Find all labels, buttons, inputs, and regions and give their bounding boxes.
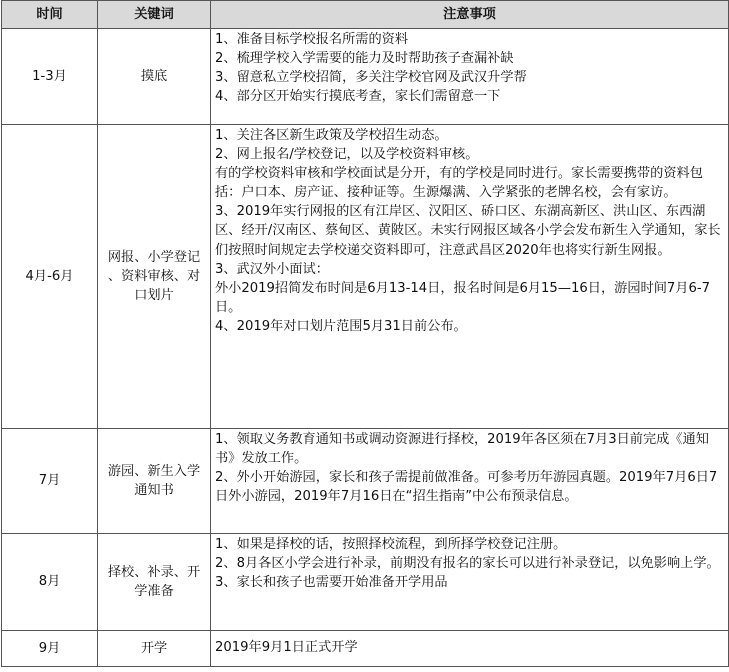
note-line: 2、外小开始游园，家长和孩子需提前做准备。可参考历年游园真题。2019年7月6日7日外小游园，2019年7月16日在“招生指南”中公布预录信息。 [215,470,718,505]
note-line: 4、2019年对口划片范围5月31日前公布。 [215,318,467,334]
notes-cell [211,631,729,667]
table-row [2,631,729,667]
note-line: 外小2019招简发布时间是6月13-14日，报名时间是6月15—16日，游园时间7月6-7日。 [215,280,711,315]
schedule-table [1,0,729,667]
keyword-line: 、资料审核、对 [107,268,201,284]
keyword-line: 口划片 [134,288,174,304]
note-line: 有的学校资料审核和学校面试是分开，有的学校是同时进行。家长需要携带的资料包括：户口本、房产证、接种证等。生源爆满、入学紧张的老牌名校，会有家访。 [215,166,703,201]
time-cell: 8月 [2,534,98,631]
time-cell: 9月 [2,631,98,667]
note-line: 1、准备目标学校报名所需的资料 [215,32,409,47]
keyword-line: 通知书 [134,483,174,498]
keyword-cell [98,125,211,429]
note-line: 3、家长和孩子也需要开始准备开学用品 [215,575,448,591]
keyword-line: 学准备 [134,584,174,599]
keyword-line: 网报、小学登记 [107,249,201,265]
time-cell: 7月 [2,429,98,534]
table-row [2,125,729,429]
notes-cell [211,429,729,534]
note-line: 2、梳理学校入学需要的能力及时帮助孩子查漏补缺 [215,51,514,67]
header-time: 时间 [2,1,98,29]
note-line: 2、网上报名/学校登记，以及学校资料审核。 [215,147,479,163]
header-keyword: 关键词 [98,1,211,29]
note-line: 4、部分区开始实行摸底考查，家长们需留意一下 [215,89,501,105]
note-line: 1、领取义务教育通知书或调动资源进行择校，2019年各区须在7月3日前完成《通知书》发放工作。 [215,432,709,467]
note-line: 1、关注各区新生政策及学校招生动态。 [215,128,448,143]
time-cell: 1-3月 [2,29,98,125]
notes-cell [211,534,729,631]
keyword-line: 择校、补录、开 [107,564,201,580]
note-line: 2019年9月1日正式开学 [215,639,358,655]
note-line: 2、8月各区小学会进行补录，前期没有报名的家长可以进行补录登记，以免影响上学。 [215,556,720,572]
table-row [2,29,729,125]
header-row [2,1,729,29]
keyword-line: 开学 [140,640,168,656]
note-line: 3、2019年实行网报的区有江岸区、汉阳区、硚口区、东湖高新区、洪山区、东西湖区、经开/汉南区、蔡甸区、黄陂区。未实行网报区域各小学会发布新生入学通知，家长们按照时间规定去学校递交资料即可，注意武昌区2020年也将实行新生网报。 [215,204,721,258]
table-row [2,534,729,631]
keyword-line: 游园、新生入学 [107,463,201,479]
keyword-cell [98,29,211,125]
keyword-cell [98,534,211,631]
note-line: 3、武汉外小面试： [215,261,329,277]
keyword-line: 摸底 [140,68,168,84]
note-line: 1、如果是择校的话，按照择校流程，到所择学校登记注册。 [215,537,567,552]
keyword-cell [98,631,211,667]
note-line: 3、留意私立学校招简，多关注学校官网及武汉升学帮 [215,70,527,86]
notes-cell [211,125,729,429]
notes-cell [211,29,729,125]
header-notes: 注意事项 [211,1,729,29]
time-cell: 4月-6月 [2,125,98,429]
table-row [2,429,729,534]
keyword-cell [98,429,211,534]
